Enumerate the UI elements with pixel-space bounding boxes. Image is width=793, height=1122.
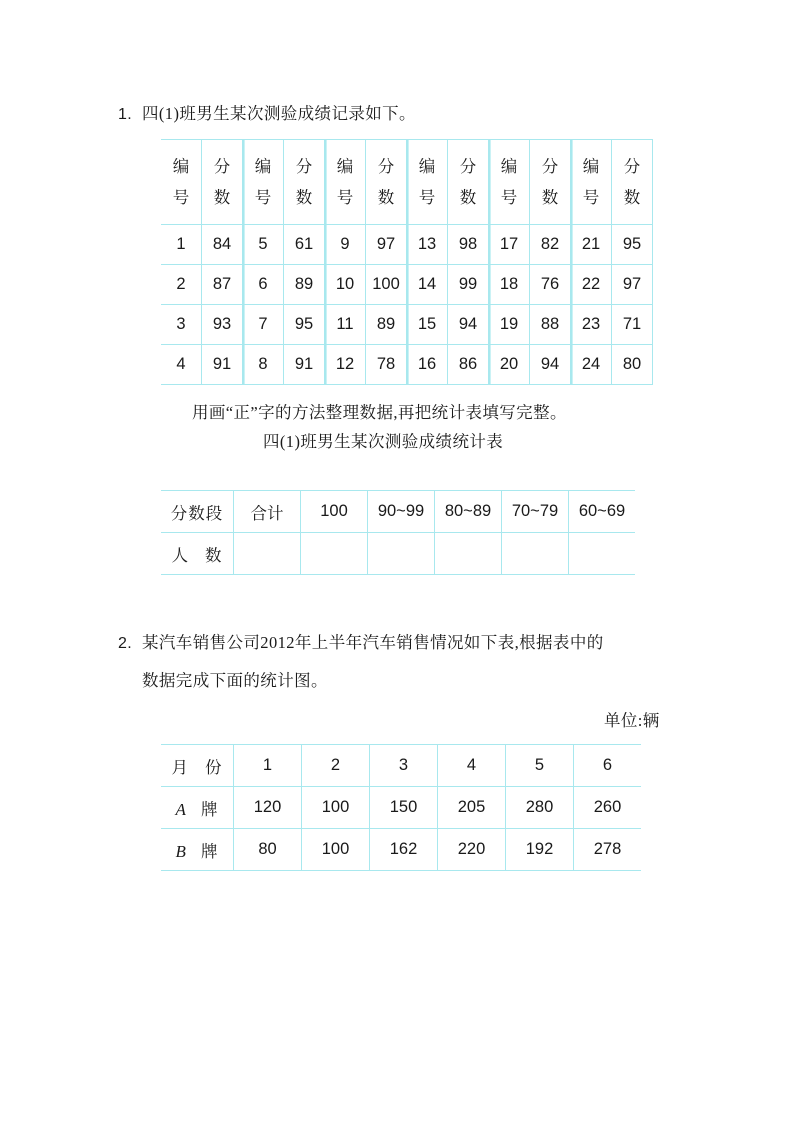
table-row [161,345,653,385]
header-char: 数 [623,188,641,207]
header-char: 编 [418,156,436,176]
header-char: 数 [541,188,559,207]
header-cell-id-5 [489,140,530,225]
cell: 95 [284,305,325,345]
car-sales-table [161,744,641,871]
question-1-body: 四(1)班男生某次测验成绩记录如下。 [142,104,416,123]
header-char: 数 [213,188,231,207]
header-range-80-89: 80~89 [435,491,502,533]
header-total: 合计 [234,491,301,533]
cell: 87 [202,265,243,305]
cell: 220 [438,829,506,871]
cell: 86 [448,345,489,385]
cell: 16 [407,345,448,385]
header-char: 号 [582,188,600,207]
question-2-body-line1: 某汽车销售公司2012年上半年汽车销售情况如下表,根据表中的 [142,633,604,652]
question-2-number: 2. [118,635,133,652]
cell: 61 [284,225,325,265]
header-cell-id-4 [407,140,448,225]
question-2-text-line1 [118,630,604,657]
cell: 7 [243,305,284,345]
answer-blank-70-79[interactable] [502,533,569,575]
header-cell-score-5 [530,140,571,225]
cell: 78 [366,345,407,385]
question-2-body-line2: 数据完成下面的统计图。 [142,671,328,690]
header-cell-id-6 [571,140,612,225]
header-char: 号 [172,188,190,207]
cell: 97 [366,225,407,265]
cell: 19 [489,305,530,345]
header-char: 分 [623,156,641,176]
cell: 100 [302,787,370,829]
header-range-100: 100 [301,491,368,533]
header-range-70-79: 70~79 [502,491,569,533]
header-range-90-99: 90~99 [368,491,435,533]
row-label-headcount [161,533,234,575]
header-cell-id-2 [243,140,284,225]
cell: 120 [234,787,302,829]
header-char: 号 [254,188,272,207]
cell: 8 [243,345,284,385]
cell: 93 [202,305,243,345]
cell: 280 [506,787,574,829]
cell: 260 [574,787,642,829]
brand-b-letter: B [175,841,187,861]
question-1-number: 1. [118,106,133,123]
cell: 97 [612,265,653,305]
cell: 99 [448,265,489,305]
cell: 88 [530,305,571,345]
header-char: 号 [336,188,354,207]
header-month-6: 6 [574,745,642,787]
cell: 94 [530,345,571,385]
question-1-text [118,101,416,128]
cell: 192 [506,829,574,871]
cell: 162 [370,829,438,871]
cell: 82 [530,225,571,265]
cell: 89 [284,265,325,305]
table-row [161,533,635,575]
cell: 1 [161,225,202,265]
row-label-headcount-text: 人 数 [171,545,223,565]
answer-blank-60-69[interactable] [569,533,636,575]
cell: 24 [571,345,612,385]
cell: 76 [530,265,571,305]
header-month-1: 1 [234,745,302,787]
header-char: 分 [541,156,559,176]
table-row [161,305,653,345]
header-char: 分 [377,156,395,176]
cell: 100 [302,829,370,871]
cell: 94 [448,305,489,345]
brand-a-char: 牌 [200,799,219,819]
instruction-text: 用画“正”字的方法整理数据,再把统计表填写完整。 [192,403,567,422]
cell: 89 [366,305,407,345]
header-char: 分 [295,156,313,176]
brand-a-letter: A [175,799,187,819]
score-record-table [161,139,653,385]
header-month-4: 4 [438,745,506,787]
cell: 9 [325,225,366,265]
cell: 18 [489,265,530,305]
cell: 71 [612,305,653,345]
table-row [161,265,653,305]
header-range-60-69: 60~69 [569,491,636,533]
cell: 21 [571,225,612,265]
cell: 2 [161,265,202,305]
cell: 23 [571,305,612,345]
table-row [161,745,641,787]
cell: 17 [489,225,530,265]
table-row [161,140,653,225]
cell: 6 [243,265,284,305]
header-char: 分 [213,156,231,176]
cell: 278 [574,829,642,871]
header-cell-id-1 [161,140,202,225]
brand-b-char: 牌 [200,841,219,861]
row-label-month-text: 月 份 [171,757,223,777]
cell: 5 [243,225,284,265]
cell: 4 [161,345,202,385]
header-char: 分 [459,156,477,176]
cell: 150 [370,787,438,829]
cell: 95 [612,225,653,265]
header-char: 编 [336,156,354,176]
cell: 14 [407,265,448,305]
stat-table-title: 四(1)班男生某次测验成绩统计表 [263,432,504,451]
header-char: 号 [500,188,518,207]
unit-label: 单位:辆 [604,711,660,730]
cell: 22 [571,265,612,305]
header-char: 编 [254,156,272,176]
header-cell-score-2 [284,140,325,225]
cell: 84 [202,225,243,265]
answer-blank-80-89[interactable] [435,533,502,575]
question-2-text-line2 [142,668,328,694]
header-char: 编 [172,156,190,176]
header-char: 编 [500,156,518,176]
header-char: 数 [295,188,313,207]
cell: 91 [202,345,243,385]
table-row [161,225,653,265]
table-row [161,491,635,533]
header-char: 数 [459,188,477,207]
header-char: 号 [418,188,436,207]
answer-blank-total[interactable] [234,533,301,575]
answer-blank-100[interactable] [301,533,368,575]
header-char: 数 [377,188,395,207]
table-row [161,787,641,829]
cell: 205 [438,787,506,829]
table-row [161,829,641,871]
cell: 13 [407,225,448,265]
cell: 10 [325,265,366,305]
cell: 80 [234,829,302,871]
cell: 12 [325,345,366,385]
row-label-brand-a [161,787,234,829]
header-char: 编 [582,156,600,176]
row-label-month [161,745,234,787]
cell: 20 [489,345,530,385]
cell: 98 [448,225,489,265]
score-statistics-table [161,490,635,575]
cell: 3 [161,305,202,345]
header-month-3: 3 [370,745,438,787]
header-month-2: 2 [302,745,370,787]
cell: 11 [325,305,366,345]
cell: 100 [366,265,407,305]
header-cell-id-3 [325,140,366,225]
row-label-score-range: 分数段 [161,491,234,533]
header-cell-score-4 [448,140,489,225]
row-label-brand-b [161,829,234,871]
answer-blank-90-99[interactable] [368,533,435,575]
cell: 80 [612,345,653,385]
cell: 91 [284,345,325,385]
header-month-5: 5 [506,745,574,787]
header-cell-score-1 [202,140,243,225]
cell: 15 [407,305,448,345]
header-cell-score-6 [612,140,653,225]
header-cell-score-3 [366,140,407,225]
